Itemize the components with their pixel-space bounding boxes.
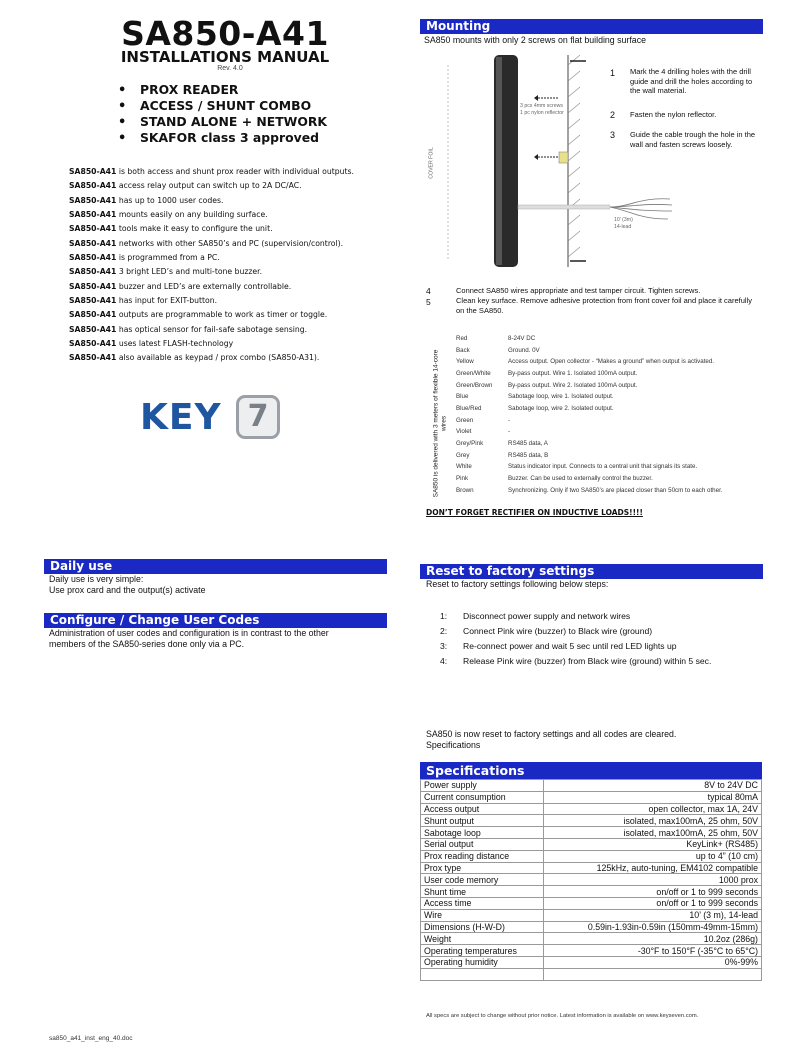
spec-value: on/off or 1 to 999 seconds: [543, 897, 761, 909]
document-subtitle: INSTALLATIONS MANUAL: [120, 48, 330, 66]
key7-logo: [140, 395, 285, 443]
wire-desc: Sabotage loop, wire 1. Isolated output.: [508, 393, 614, 401]
wire-desc: Ground. 0V: [508, 346, 540, 354]
wire-desc: By-pass output. Wire 1. Isolated 100mA output.: [508, 369, 638, 377]
wire-desc: Status indicator input. Connects to a central unit that signals its state.: [508, 463, 698, 471]
description-line: [69, 323, 399, 337]
description-text: tools make it easy to configure the unit.: [116, 224, 273, 234]
spec-value: KeyLink+ (RS485): [543, 838, 761, 850]
spec-label: Wire: [421, 909, 544, 921]
product-name: SA850-A41: [69, 253, 117, 263]
description-line: [69, 208, 399, 222]
description-text: networks with other SA850’s and PC (supervision/control).: [116, 238, 344, 248]
revision-label: Rev. 4.0: [217, 65, 243, 72]
specs-table: [420, 779, 762, 981]
step-number: 3: [610, 130, 616, 140]
reset-section: [420, 564, 763, 590]
step-number: 4: [426, 286, 431, 296]
description-text: outputs are programmable to work as timer or toggle.: [116, 310, 328, 320]
rectifier-warning: DON’T FORGET RECTIFIER ON INDUCTIVE LOADS!!!!: [426, 508, 643, 517]
description-line: [69, 251, 399, 265]
wire-color: Green/Brown: [456, 381, 493, 389]
reset-step: [440, 611, 740, 622]
mounting-step: Mark the 4 drilling holes with the drill guide and drill the holes according to the wall material.: [630, 67, 753, 95]
spec-label: Access output: [421, 803, 544, 815]
spec-value: 10’ (3 m), 14-lead: [543, 909, 761, 921]
spec-label: [421, 968, 544, 980]
description-text: has input for EXIT-button.: [116, 296, 218, 306]
mounting-section: [420, 19, 763, 34]
table-row: [421, 933, 762, 945]
table-row: [456, 368, 723, 380]
product-name: SA850-A41: [69, 296, 117, 306]
mounting-heading: Mounting: [420, 19, 763, 34]
table-row: [456, 415, 723, 427]
spec-label: Serial output: [421, 838, 544, 850]
logo-word: KEY: [140, 397, 222, 438]
feature-item: • PROX READER: [118, 82, 327, 98]
document-filename: sa850_a41_inst_eng_40.doc: [49, 1035, 133, 1042]
step-number: 1: [610, 68, 616, 78]
spec-value: isolated, max100mA, 25 ohm, 50V: [543, 827, 761, 839]
spec-value: 10.2oz (286g): [543, 933, 761, 945]
table-row: [421, 803, 762, 815]
spec-label: Prox type: [421, 862, 544, 874]
reflector-text: 1 pc nylon reflector: [520, 110, 564, 116]
table-row: [456, 391, 723, 403]
configure-section: [44, 613, 387, 650]
table-row: [456, 403, 723, 415]
description-line: [69, 337, 399, 351]
wire-desc: RS485 data, B: [508, 451, 549, 459]
wire-color: Yellow: [456, 358, 474, 366]
spec-label: Sabotage loop: [421, 827, 544, 839]
description-text: mounts easily on any building surface.: [116, 210, 268, 220]
table-row: [456, 426, 723, 438]
table-row: [421, 968, 762, 980]
reset-outro: [426, 729, 676, 751]
product-name: SA850-A41: [69, 210, 117, 220]
product-name: SA850-A41: [69, 324, 117, 334]
screws-text: 3 pcs 4mm screws: [520, 103, 563, 109]
table-row: [421, 780, 762, 792]
reset-steps: [440, 611, 740, 671]
description-text: is programmed from a PC.: [116, 253, 220, 263]
reset-step-text: Disconnect power supply and network wires: [463, 611, 631, 621]
description-text: buzzer and LED’s are externally controllable.: [116, 281, 292, 291]
table-row: [456, 485, 723, 497]
reset-step-text: Connect Pink wire (buzzer) to Black wire (ground): [463, 626, 653, 636]
product-name: SA850-A41: [69, 238, 117, 248]
wire-desc: By-pass output. Wire 2. Isolated 100mA output.: [508, 381, 638, 389]
table-row: [421, 897, 762, 909]
feature-item: • SKAFOR class 3 approved: [118, 130, 327, 146]
configure-heading: Configure / Change User Codes: [44, 613, 387, 628]
table-row: [421, 945, 762, 957]
table-row: [421, 838, 762, 850]
spec-value: 8V to 24V DC: [543, 780, 761, 792]
wire-color: White: [456, 463, 472, 471]
spec-label: Operating humidity: [421, 956, 544, 968]
table-row: [456, 356, 723, 368]
daily-use-heading: Daily use: [44, 559, 387, 574]
table-row: [456, 438, 723, 450]
reset-step: [440, 641, 740, 652]
product-name: SA850-A41: [69, 353, 117, 363]
disclaimer: All specs are subject to change without prior notice. Latest information is available on www.keyseven.com.: [426, 1013, 699, 1019]
spec-value: 1000 prox: [543, 874, 761, 886]
spec-label: Shunt time: [421, 886, 544, 898]
wire-type-text: 14-lead: [614, 224, 632, 230]
spec-value: -30°F to 150°F (-35°C to 65°C): [543, 945, 761, 957]
table-row: [421, 921, 762, 933]
mounting-step: Fasten the nylon reflector.: [630, 110, 717, 119]
description-list: [69, 165, 399, 366]
wire-color: Green: [456, 416, 474, 424]
spec-value: isolated, max100mA, 25 ohm, 50V: [543, 815, 761, 827]
wire-desc: Synchronizing. Only if two SA850’s are placed closer than 50cm to each other.: [508, 486, 723, 494]
daily-use-line: Use prox card and the output(s) activate: [49, 585, 206, 595]
description-text: has optical sensor for fail-safe sabotage sensing.: [116, 324, 308, 334]
table-row: [421, 791, 762, 803]
product-name: SA850-A41: [69, 224, 117, 234]
product-name: SA850-A41: [69, 310, 117, 320]
screws-label: [520, 103, 564, 117]
table-row: [456, 333, 723, 345]
table-row: [421, 874, 762, 886]
table-row: [421, 850, 762, 862]
spec-value: open collector, max 1A, 24V: [543, 803, 761, 815]
spec-value: [543, 968, 761, 980]
table-row: [456, 473, 723, 485]
wire-length-text: 10’ (3m): [614, 217, 633, 223]
wire-color: Pink: [456, 474, 469, 482]
wire-color: Back: [456, 346, 470, 354]
description-line: [69, 194, 399, 208]
daily-use-line: Daily use is very simple:: [49, 574, 144, 584]
reset-outro-line: SA850 is now reset to factory settings and all codes are cleared.: [426, 729, 677, 739]
document-title: SA850-A41: [121, 14, 329, 53]
mounting-step: Guide the cable trough the hole in the wall and fasten screws loosely.: [630, 130, 756, 149]
spec-label: Current consumption: [421, 791, 544, 803]
mounting-subtitle: SA850 mounts with only 2 screws on flat building surface: [424, 35, 646, 45]
spec-label: Power supply: [421, 780, 544, 792]
step-number: 2: [610, 110, 616, 120]
spec-value: on/off or 1 to 999 seconds: [543, 886, 761, 898]
wire-label: [614, 217, 633, 231]
description-line: [69, 280, 399, 294]
table-row: [421, 862, 762, 874]
wire-color: Grey: [456, 451, 470, 459]
table-row: [456, 345, 723, 357]
product-name: SA850-A41: [69, 181, 117, 191]
product-name: SA850-A41: [69, 339, 117, 349]
wire-desc: -: [508, 428, 511, 436]
spec-value: typical 80mA: [543, 791, 761, 803]
daily-use-text: [44, 574, 387, 596]
spec-value: 125kHz, auto-tuning, EM4102 compatible: [543, 862, 761, 874]
reset-step-number: 1:: [440, 611, 448, 621]
product-name: SA850-A41: [69, 281, 117, 291]
description-line: [69, 237, 399, 251]
description-line: [69, 294, 399, 308]
description-line: [69, 351, 399, 365]
spec-value: 0%-99%: [543, 956, 761, 968]
spec-label: Operating temperatures: [421, 945, 544, 957]
mounting-step: Clean key surface. Remove adhesive protection from front cover foil and place it carefully on the SA850.: [456, 296, 752, 315]
reset-step-number: 4:: [440, 656, 448, 666]
wire-desc: Buzzer. Can be used to externally control the buzzer.: [508, 474, 653, 482]
feature-item: • STAND ALONE + NETWORK: [118, 114, 327, 130]
table-row: [456, 461, 723, 473]
spec-label: Access time: [421, 897, 544, 909]
configure-text: Administration of user codes and configuration is in contrast to the other members of the SA850-series done only via a PC.: [49, 628, 329, 649]
mounting-drawing: [420, 55, 610, 280]
wire-color: Brown: [456, 486, 474, 494]
table-row: [456, 450, 723, 462]
wire-color: Grey/Pink: [456, 439, 484, 447]
table-row: [421, 909, 762, 921]
description-text: also available as keypad / prox combo (SA850-A31).: [116, 353, 320, 363]
wire-delivery-text: SA850 is delivered with 3 meters of flexible 14-core wires: [432, 349, 447, 498]
logo-number: 7: [236, 395, 280, 439]
product-name: SA850-A41: [69, 167, 117, 176]
wire-color: Blue/Red: [456, 404, 482, 412]
reset-step-text: Re-connect power and wait 5 sec until red LED lights up: [463, 641, 677, 651]
wire-desc: 8-24V DC: [508, 335, 536, 342]
specs-heading: Specifications: [420, 762, 762, 779]
spec-label: Dimensions (H-W-D): [421, 921, 544, 933]
wire-desc: Access output. Open collector - “Makes a ground” when output is activated.: [508, 358, 715, 366]
description-line: [69, 308, 399, 322]
reset-step: [440, 626, 740, 637]
description-text: is both access and shunt prox reader with individual outputs.: [116, 167, 354, 176]
description-line: [69, 265, 399, 279]
table-row: [456, 380, 723, 392]
mounting-diagram: [420, 55, 760, 280]
spec-label: Prox reading distance: [421, 850, 544, 862]
reset-intro: Reset to factory settings following below steps:: [426, 579, 609, 589]
wire-color: Red: [456, 335, 468, 342]
step-number: 5: [426, 297, 431, 307]
wire-color: Green/White: [456, 369, 491, 377]
description-text: access relay output can switch up to 2A DC/AC.: [116, 181, 302, 191]
table-row: [421, 827, 762, 839]
specs-section: [420, 762, 762, 779]
mounting-step: Connect SA850 wires appropriate and test tamper circuit. Tighten screws.: [456, 286, 701, 295]
product-name: SA850-A41: [69, 195, 117, 205]
reset-step-text: Release Pink wire (buzzer) from Black wire (ground) within 5 sec.: [463, 656, 712, 666]
description-line: [69, 222, 399, 236]
spec-value: 0.59in-1.93in-0.59in (150mm-49mm-15mm): [543, 921, 761, 933]
wire-color: Violet: [456, 428, 472, 436]
spec-label: Weight: [421, 933, 544, 945]
wire-delivery-note: [428, 346, 447, 498]
description-line: [69, 179, 399, 193]
product-name: SA850-A41: [69, 267, 117, 277]
feature-list: [118, 82, 327, 146]
reset-step-number: 3:: [440, 641, 448, 651]
cover-foil-label: COVER FOIL: [428, 147, 435, 179]
table-row: [421, 815, 762, 827]
spec-value: up to 4” (10 cm): [543, 850, 761, 862]
spec-label: Shunt output: [421, 815, 544, 827]
wire-desc: -: [508, 416, 511, 424]
description-text: uses latest FLASH-technology: [116, 339, 234, 349]
wire-color: Blue: [456, 393, 469, 401]
reset-outro-line: Specifications: [426, 740, 481, 750]
table-row: [421, 886, 762, 898]
description-text: 3 bright LED’s and multi-tone buzzer.: [116, 267, 263, 277]
wire-desc: Sabotage loop, wire 2. Isolated output.: [508, 404, 614, 412]
spec-label: User code memory: [421, 874, 544, 886]
wire-table: [456, 333, 723, 496]
table-row: [421, 956, 762, 968]
reset-step: [440, 656, 730, 667]
wire-desc: RS485 data, A: [508, 439, 548, 447]
reset-heading: Reset to factory settings: [420, 564, 763, 579]
description-line: [69, 165, 399, 179]
daily-use-section: [44, 559, 387, 596]
reset-step-number: 2:: [440, 626, 448, 636]
description-text: has up to 1000 user codes.: [116, 195, 224, 205]
feature-item: • ACCESS / SHUNT COMBO: [118, 98, 327, 114]
